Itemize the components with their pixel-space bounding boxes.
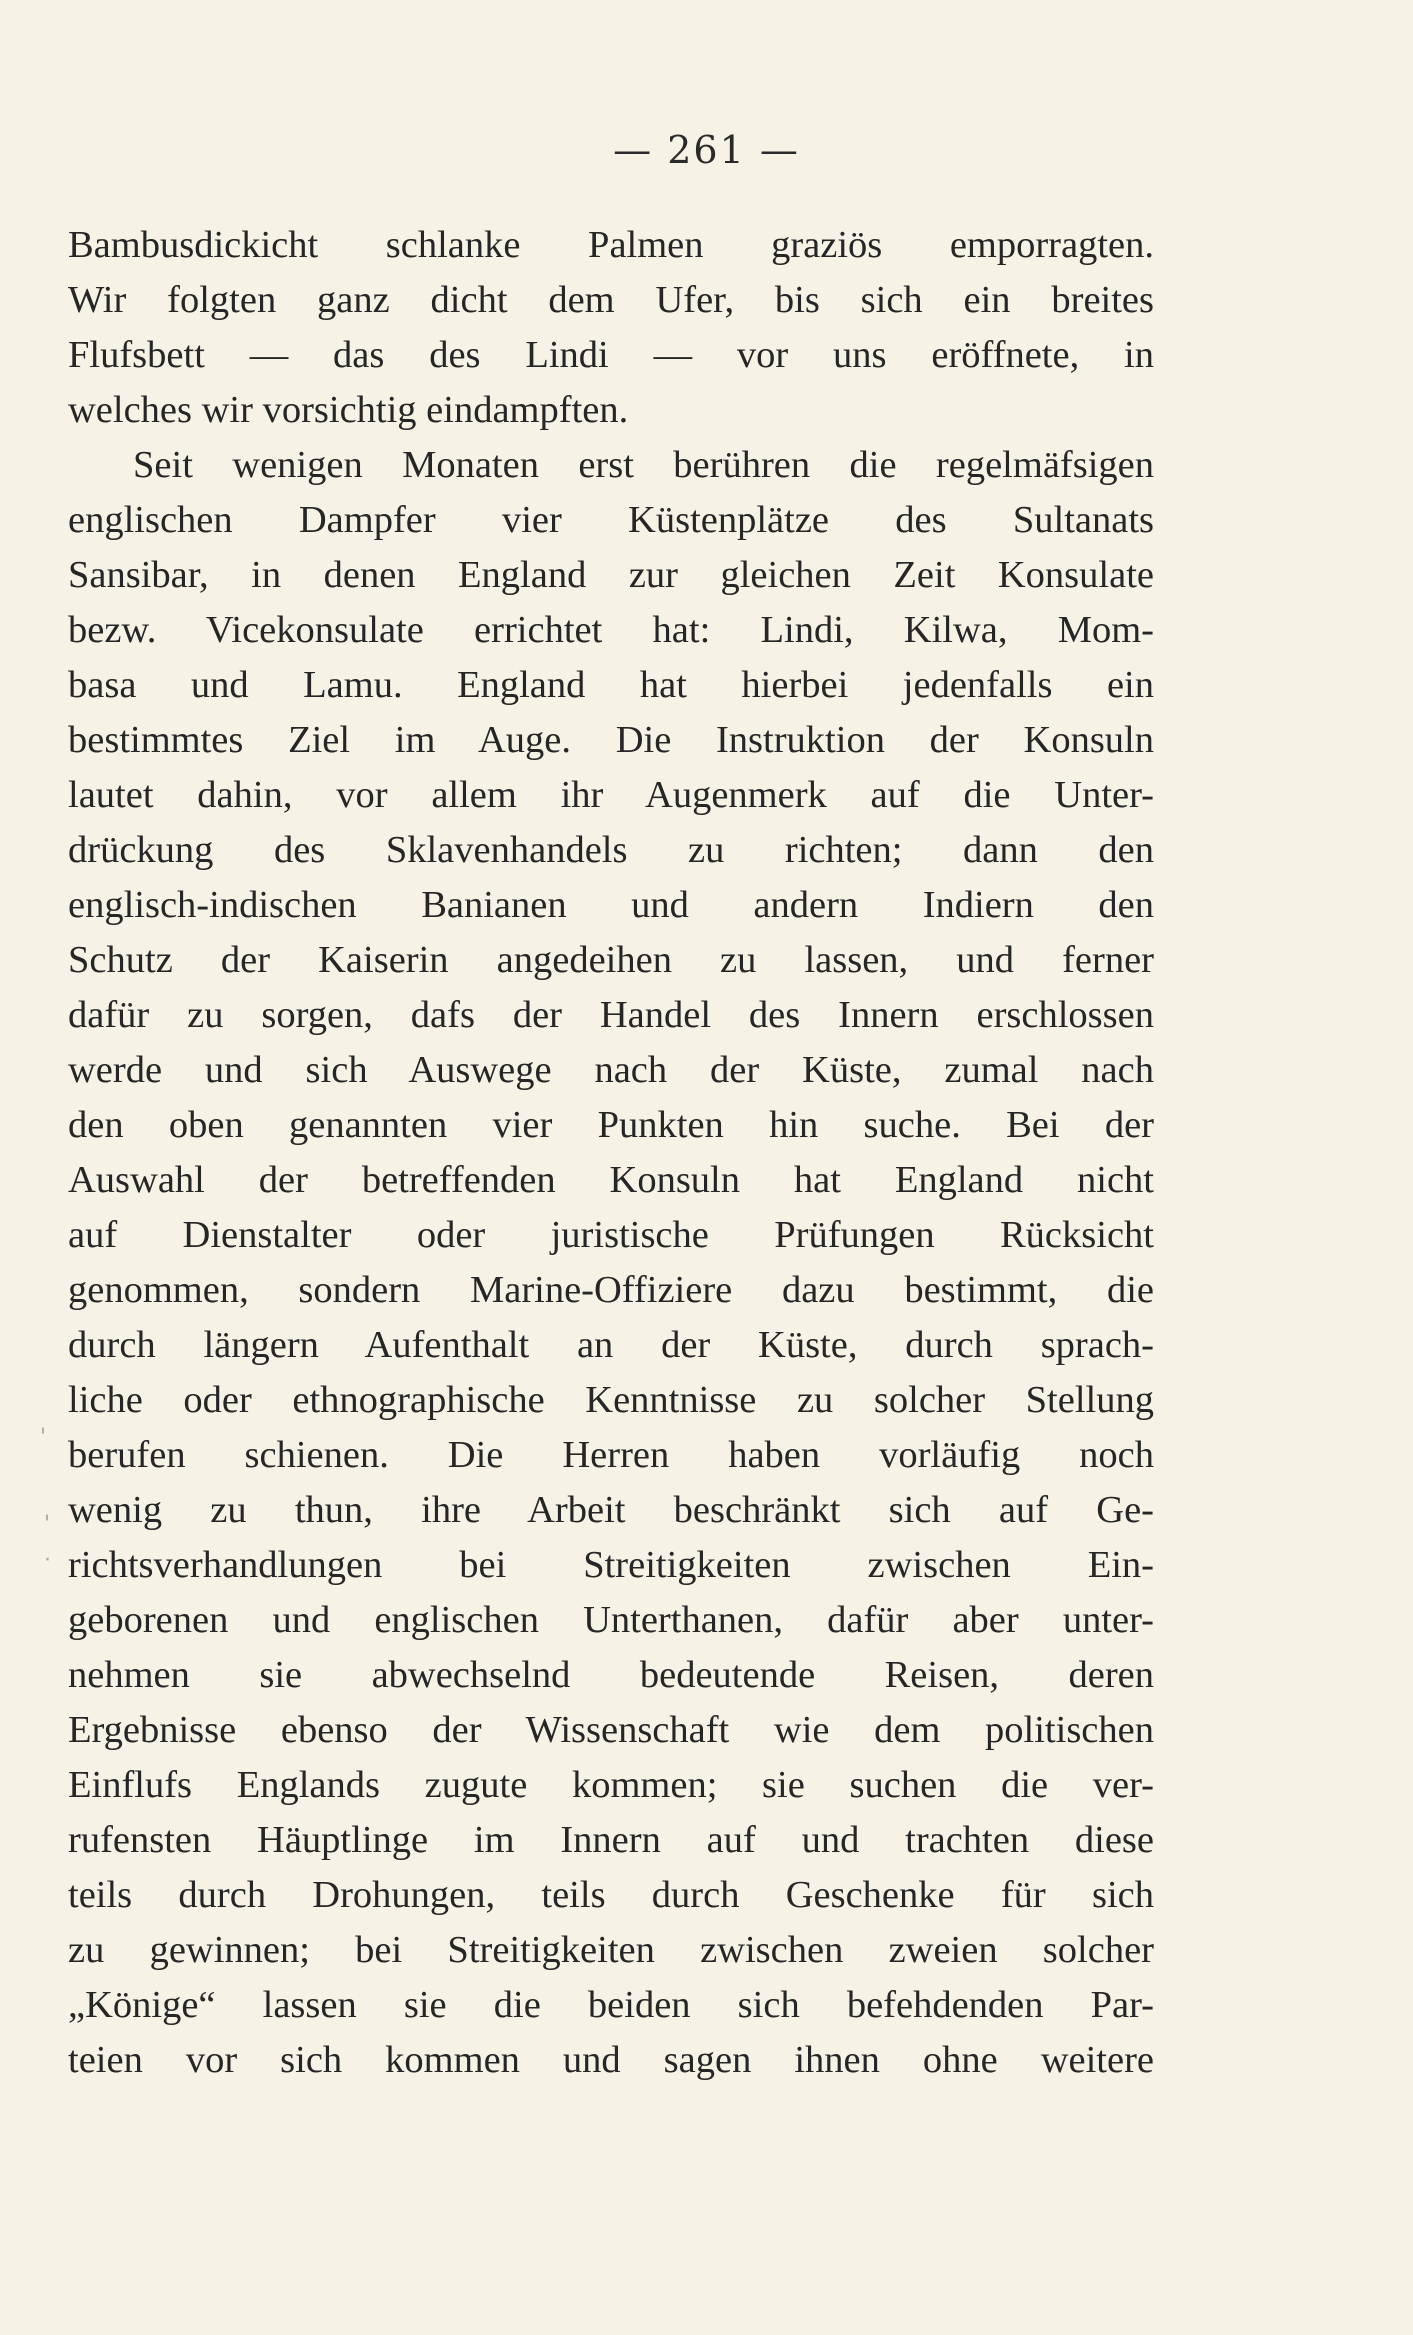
body-text [68, 218, 1154, 2088]
text-line: richtsverhandlungen bei Streitigkeiten zwischen Ein- [68, 1544, 1154, 1586]
text-line: berufen schienen. Die Herren haben vorläufig noch [68, 1434, 1154, 1476]
text-line: welches wir vorsichtig eindampften. [68, 389, 629, 431]
text-line: dafür zu sorgen, dafs der Handel des Innern erschlossen [68, 994, 1154, 1036]
margin-speck: · [44, 1548, 51, 1573]
text-line: englisch-indischen Banianen und andern Indiern den [68, 884, 1154, 926]
text-line: „Könige“ lassen sie die beiden sich befehdenden Par- [68, 1984, 1154, 2026]
text-line: Seit wenigen Monaten erst berühren die regelmäfsigen [133, 444, 1154, 486]
text-line: nehmen sie abwechselnd bedeutende Reisen, deren [68, 1654, 1154, 1696]
text-line: teien vor sich kommen und sagen ihnen ohne weitere [68, 2039, 1154, 2081]
margin-speck: ' [44, 1512, 51, 1537]
text-line: teils durch Drohungen, teils durch Geschenke für sich [68, 1874, 1154, 1916]
text-line: Einflufs Englands zugute kommen; sie suchen die ver- [68, 1764, 1154, 1806]
text-line: den oben genannten vier Punkten hin suche. Bei der [68, 1104, 1154, 1146]
text-line: Auswahl der betreffenden Konsuln hat England nicht [68, 1159, 1154, 1201]
text-line: Bambusdickicht schlanke Palmen graziös emporragten. [68, 224, 1154, 266]
text-line: Flufsbett — das des Lindi — vor uns eröffnete, in [68, 334, 1154, 376]
text-line: Ergebnisse ebenso der Wissenschaft wie dem politischen [68, 1709, 1154, 1751]
text-line: geborenen und englischen Unterthanen, dafür aber unter- [68, 1599, 1154, 1641]
text-line: werde und sich Auswege nach der Küste, zumal nach [68, 1049, 1154, 1091]
page-number: — 261 — [613, 128, 800, 172]
margin-speck: ' [40, 1425, 47, 1450]
text-line: drückung des Sklavenhandels zu richten; dann den [68, 829, 1154, 871]
text-line: englischen Dampfer vier Küstenplätze des Sultanats [68, 499, 1154, 541]
text-line: zu gewinnen; bei Streitigkeiten zwischen zweien solcher [68, 1929, 1154, 1971]
text-line: rufensten Häuptlinge im Innern auf und trachten diese [68, 1819, 1154, 1861]
text-line: genommen, sondern Marine-Offiziere dazu bestimmt, die [68, 1269, 1154, 1311]
text-line: Sansibar, in denen England zur gleichen Zeit Konsulate [68, 554, 1154, 596]
text-line: lautet dahin, vor allem ihr Augenmerk auf die Unter- [68, 774, 1154, 816]
text-line: wenig zu thun, ihre Arbeit beschränkt sich auf Ge- [68, 1489, 1154, 1531]
text-line: auf Dienstalter oder juristische Prüfungen Rücksicht [68, 1214, 1154, 1256]
text-line: liche oder ethnographische Kenntnisse zu solcher Stellung [68, 1379, 1154, 1421]
text-line: bestimmtes Ziel im Auge. Die Instruktion der Konsuln [68, 719, 1154, 761]
text-line: Schutz der Kaiserin angedeihen zu lassen, und ferner [68, 939, 1154, 981]
text-line: basa und Lamu. England hat hierbei jedenfalls ein [68, 664, 1154, 706]
text-line: bezw. Vicekonsulate errichtet hat: Lindi, Kilwa, Mom- [68, 609, 1154, 651]
text-line: Wir folgten ganz dicht dem Ufer, bis sich ein breites [68, 279, 1154, 321]
text-line: durch längern Aufenthalt an der Küste, durch sprach- [68, 1324, 1154, 1366]
